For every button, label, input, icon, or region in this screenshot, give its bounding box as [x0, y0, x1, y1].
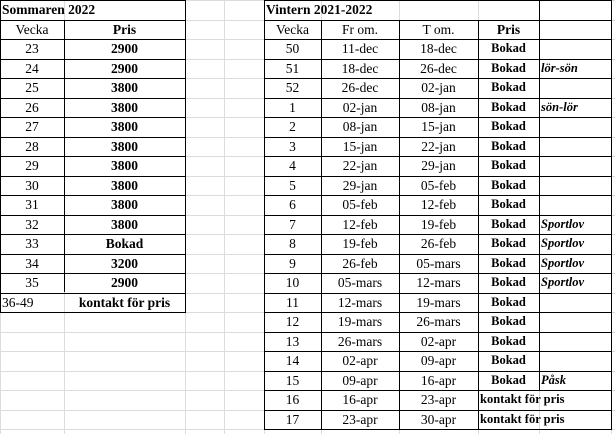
cell-border: [0, 312, 186, 313]
winter-price-cell[interactable]: kontakt för pris: [480, 411, 565, 426]
winter-week-cell[interactable]: 2: [289, 119, 296, 134]
summer-week-cell[interactable]: 33: [25, 236, 39, 251]
summer-price-cell[interactable]: 3800: [111, 197, 138, 212]
winter-from-cell[interactable]: 02-jan: [342, 99, 378, 115]
winter-week-header[interactable]: Vecka: [276, 21, 309, 37]
summer-week-cell[interactable]: 26: [25, 99, 39, 115]
cell-border: [264, 429, 612, 430]
winter-from-cell[interactable]: 26-mars: [337, 333, 383, 349]
gridline-vertical: [224, 0, 225, 434]
summer-week-cell[interactable]: 25: [25, 80, 39, 95]
summer-price-cell[interactable]: kontakt för pris: [78, 294, 171, 310]
winter-note-cell[interactable]: [539, 332, 611, 352]
summer-title[interactable]: Sommaren 2022: [2, 2, 96, 17]
winter-to-cell[interactable]: 26-mars: [416, 314, 461, 329]
winter-price-cell[interactable]: Bokad: [491, 372, 526, 387]
winter-from-cell[interactable]: 22-jan: [342, 158, 378, 173]
winter-price-cell[interactable]: Bokad: [491, 333, 526, 348]
winter-price-cell[interactable]: Bokad: [491, 216, 526, 231]
winter-note-cell[interactable]: Sportlov: [541, 236, 585, 250]
summer-price-cell[interactable]: 3800: [111, 99, 138, 115]
winter-from-header[interactable]: Fr om.: [341, 21, 378, 37]
winter-price-cell[interactable]: kontakt för pris: [480, 392, 565, 406]
winter-from-cell[interactable]: 11-dec: [341, 41, 379, 56]
winter-to-cell[interactable]: 26-dec: [420, 60, 457, 76]
winter-to-cell[interactable]: 12-feb: [420, 197, 457, 212]
winter-note-header[interactable]: [539, 20, 611, 40]
winter-to-cell[interactable]: 08-jan: [421, 99, 456, 115]
winter-from-cell[interactable]: 26-feb: [342, 255, 378, 271]
winter-week-cell[interactable]: 3: [289, 138, 296, 154]
winter-note-cell[interactable]: [539, 156, 611, 176]
summer-price-header[interactable]: Pris: [112, 21, 137, 37]
winter-from-cell[interactable]: 02-apr: [342, 353, 378, 368]
winter-to-header[interactable]: T om.: [422, 21, 455, 37]
winter-note-cell[interactable]: [539, 351, 611, 371]
summer-week-cell[interactable]: 24: [25, 60, 39, 76]
cell-border: [611, 0, 612, 430]
summer-week-cell[interactable]: 30: [25, 177, 39, 193]
winter-from-cell[interactable]: 12-feb: [342, 216, 378, 232]
winter-from-cell[interactable]: 26-dec: [341, 80, 379, 95]
winter-price-cell[interactable]: Bokad: [491, 80, 526, 94]
summer-week-cell[interactable]: 35: [25, 275, 39, 290]
winter-to-cell[interactable]: 29-jan: [421, 158, 456, 173]
summer-week-cell[interactable]: 27: [25, 119, 39, 134]
winter-from-cell[interactable]: 08-jan: [342, 119, 378, 134]
winter-to-cell[interactable]: 09-apr: [420, 353, 457, 368]
winter-week-cell[interactable]: 51: [285, 60, 300, 76]
summer-price-cell[interactable]: 2900: [111, 275, 138, 290]
winter-price-cell[interactable]: Bokad: [491, 177, 526, 192]
summer-week-cell[interactable]: 32: [25, 216, 39, 232]
winter-week-cell[interactable]: 14: [285, 353, 300, 368]
winter-note-cell[interactable]: lör-sön: [541, 60, 578, 75]
winter-price-cell[interactable]: Bokad: [491, 255, 526, 270]
winter-from-cell[interactable]: 18-dec: [341, 60, 379, 76]
winter-to-cell[interactable]: 02-jan: [421, 80, 456, 95]
winter-week-cell[interactable]: 11: [286, 294, 299, 310]
summer-week-header[interactable]: Vecka: [15, 21, 49, 37]
winter-to-cell[interactable]: 02-apr: [420, 333, 457, 349]
summer-price-cell[interactable]: 3800: [111, 138, 138, 154]
winter-to-cell[interactable]: 05-feb: [420, 177, 457, 193]
summer-price-cell[interactable]: 3800: [111, 216, 138, 232]
summer-week-cell[interactable]: 34: [25, 255, 39, 271]
winter-note-cell[interactable]: [539, 195, 611, 215]
summer-price-cell[interactable]: 2900: [111, 41, 138, 56]
winter-from-cell[interactable]: 19-mars: [337, 314, 383, 329]
winter-week-cell[interactable]: 13: [285, 333, 300, 349]
winter-week-cell[interactable]: 6: [289, 197, 296, 212]
winter-to-cell[interactable]: 22-jan: [421, 138, 456, 154]
winter-week-cell[interactable]: 12: [285, 314, 300, 329]
winter-price-cell[interactable]: Bokad: [491, 138, 526, 153]
winter-note-cell[interactable]: Sportlov: [541, 216, 585, 231]
winter-week-cell[interactable]: 1: [289, 99, 296, 115]
winter-week-cell[interactable]: 50: [285, 41, 300, 56]
winter-price-cell[interactable]: Bokad: [491, 197, 526, 211]
summer-price-cell[interactable]: 3800: [111, 80, 138, 95]
winter-to-cell[interactable]: 15-jan: [421, 119, 456, 134]
winter-price-cell[interactable]: Bokad: [491, 60, 526, 75]
winter-week-cell[interactable]: 15: [285, 372, 300, 388]
summer-week-cell[interactable]: 36-49: [2, 294, 34, 310]
winter-note-cell[interactable]: Sportlov: [541, 255, 585, 270]
winter-week-cell[interactable]: 7: [289, 216, 296, 232]
winter-note-cell[interactable]: sön-lör: [541, 99, 578, 114]
summer-price-cell[interactable]: 3800: [111, 119, 138, 134]
winter-to-cell[interactable]: 18-dec: [420, 41, 457, 56]
winter-to-cell[interactable]: 26-feb: [420, 236, 457, 251]
winter-price-cell[interactable]: Bokad: [491, 236, 526, 250]
winter-to-cell[interactable]: 16-apr: [420, 372, 457, 388]
winter-price-cell[interactable]: Bokad: [491, 158, 526, 172]
winter-price-cell[interactable]: Bokad: [491, 41, 526, 55]
winter-to-cell[interactable]: 12-mars: [416, 275, 461, 290]
winter-to-cell[interactable]: 23-apr: [420, 392, 457, 407]
summer-week-cell[interactable]: 31: [25, 197, 39, 212]
winter-note-cell[interactable]: Påsk: [541, 372, 566, 387]
winter-week-cell[interactable]: 5: [289, 177, 296, 193]
winter-from-cell[interactable]: 05-mars: [337, 275, 383, 290]
winter-note-cell[interactable]: [539, 39, 611, 59]
winter-from-cell[interactable]: 09-apr: [342, 372, 378, 388]
winter-title[interactable]: Vintern 2021-2022: [266, 2, 373, 17]
winter-from-cell[interactable]: 29-jan: [342, 177, 378, 193]
summer-week-cell[interactable]: 29: [25, 158, 39, 173]
winter-note-cell[interactable]: [539, 117, 611, 137]
summer-price-cell[interactable]: Bokad: [105, 236, 144, 251]
winter-week-cell[interactable]: 10: [285, 275, 300, 290]
cell-border: [185, 0, 186, 313]
summer-price-cell[interactable]: 2900: [111, 60, 138, 76]
winter-price-cell[interactable]: Bokad: [491, 119, 526, 133]
winter-note-cell[interactable]: Sportlov: [541, 275, 585, 289]
summer-week-cell[interactable]: 23: [25, 41, 39, 56]
winter-from-cell[interactable]: 19-feb: [342, 236, 378, 251]
winter-to-cell[interactable]: 30-apr: [420, 411, 457, 427]
summer-price-cell[interactable]: 3800: [111, 158, 138, 173]
winter-price-cell[interactable]: Bokad: [491, 314, 526, 328]
winter-price-cell[interactable]: Bokad: [491, 99, 526, 114]
winter-week-cell[interactable]: 52: [285, 80, 300, 95]
winter-price-cell[interactable]: Bokad: [491, 294, 526, 309]
winter-week-cell[interactable]: 16: [285, 392, 300, 407]
winter-week-cell[interactable]: 9: [289, 255, 296, 271]
winter-note-cell[interactable]: [539, 312, 611, 332]
winter-price-cell[interactable]: Bokad: [491, 353, 526, 367]
winter-from-cell[interactable]: 16-apr: [342, 392, 378, 407]
winter-to-cell[interactable]: 19-mars: [416, 294, 461, 310]
winter-note-cell[interactable]: [539, 137, 611, 157]
winter-note-cell[interactable]: [539, 78, 611, 98]
summer-week-cell[interactable]: 28: [25, 138, 39, 154]
winter-from-cell[interactable]: 15-jan: [342, 138, 378, 154]
winter-price-cell[interactable]: Bokad: [491, 275, 526, 289]
winter-week-cell[interactable]: 17: [285, 411, 300, 427]
winter-to-cell[interactable]: 19-feb: [420, 216, 457, 232]
winter-note-cell[interactable]: [539, 293, 611, 313]
summer-price-cell[interactable]: 3800: [111, 177, 138, 193]
winter-note-cell[interactable]: [539, 176, 611, 196]
winter-to-cell[interactable]: 05-mars: [416, 255, 461, 271]
summer-price-cell[interactable]: 3200: [111, 255, 138, 271]
winter-week-cell[interactable]: 8: [289, 236, 296, 251]
winter-week-cell[interactable]: 4: [289, 158, 296, 173]
winter-price-header[interactable]: Pris: [496, 21, 521, 37]
winter-from-cell[interactable]: 12-mars: [337, 294, 383, 310]
winter-from-cell[interactable]: 23-apr: [342, 411, 378, 427]
winter-from-cell[interactable]: 05-feb: [342, 197, 378, 212]
